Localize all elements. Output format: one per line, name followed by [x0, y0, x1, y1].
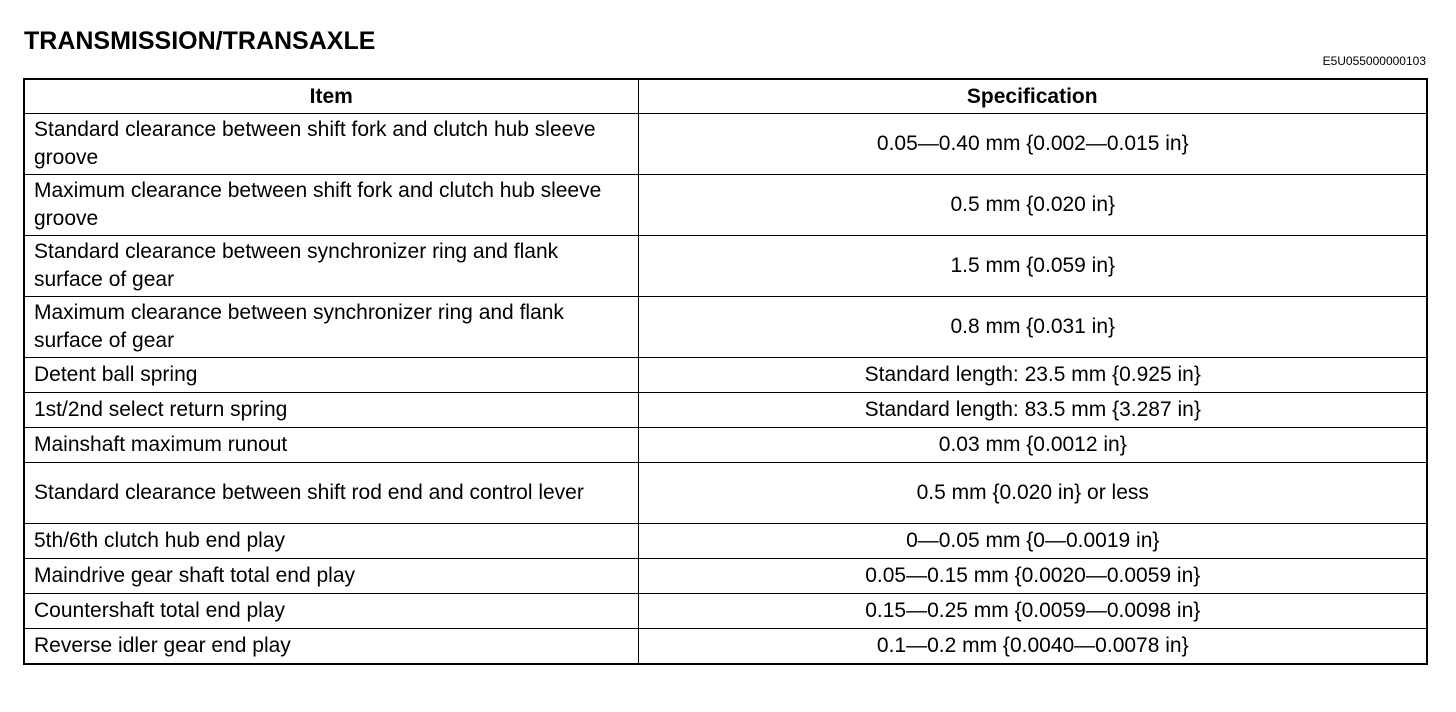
item-cell: Standard clearance between synchronizer ring and flank surface of gear: [24, 236, 638, 297]
table-row: [24, 114, 1427, 175]
table-row: [24, 629, 1427, 665]
spec-cell: 0.15—0.25 mm {0.0059—0.0098 in}: [638, 594, 1427, 629]
item-cell: Maximum clearance between synchronizer ring and flank surface of gear: [24, 297, 638, 358]
item-cell: Standard clearance between shift fork and clutch hub sleeve groove: [24, 114, 638, 175]
item-cell: Maximum clearance between shift fork and clutch hub sleeve groove: [24, 175, 638, 236]
table-row: [24, 524, 1427, 559]
document-code: E5U055000000103: [1322, 54, 1426, 68]
table-row: [24, 594, 1427, 629]
item-cell: 5th/6th clutch hub end play: [24, 524, 638, 559]
spec-cell: Standard length: 23.5 mm {0.925 in}: [638, 358, 1427, 393]
column-header-specification: Specification: [638, 79, 1427, 114]
spec-cell: 0—0.05 mm {0—0.0019 in}: [638, 524, 1427, 559]
table-row: [24, 297, 1427, 358]
item-cell: Detent ball spring: [24, 358, 638, 393]
item-cell: Countershaft total end play: [24, 594, 638, 629]
spec-cell: 0.1—0.2 mm {0.0040—0.0078 in}: [638, 629, 1427, 665]
page-title: TRANSMISSION/TRANSAXLE: [24, 27, 376, 55]
table-row: [24, 393, 1427, 428]
table-row: [24, 236, 1427, 297]
table-row: [24, 463, 1427, 524]
table-row: [24, 428, 1427, 463]
item-cell: Standard clearance between shift rod end and control lever: [24, 463, 638, 524]
specification-table: [23, 78, 1428, 665]
table-row: [24, 358, 1427, 393]
spec-cell: 0.5 mm {0.020 in}: [638, 175, 1427, 236]
column-header-item: Item: [24, 79, 638, 114]
spec-cell: 0.8 mm {0.031 in}: [638, 297, 1427, 358]
spec-cell: 1.5 mm {0.059 in}: [638, 236, 1427, 297]
spec-cell: Standard length: 83.5 mm {3.287 in}: [638, 393, 1427, 428]
table-header-row: [24, 79, 1427, 114]
spec-cell: 0.5 mm {0.020 in} or less: [638, 463, 1427, 524]
item-cell: Mainshaft maximum runout: [24, 428, 638, 463]
spec-cell: 0.05—0.15 mm {0.0020—0.0059 in}: [638, 559, 1427, 594]
spec-cell: 0.03 mm {0.0012 in}: [638, 428, 1427, 463]
item-cell: Reverse idler gear end play: [24, 629, 638, 665]
item-cell: Maindrive gear shaft total end play: [24, 559, 638, 594]
table-row: [24, 175, 1427, 236]
item-cell: 1st/2nd select return spring: [24, 393, 638, 428]
table-row: [24, 559, 1427, 594]
spec-cell: 0.05—0.40 mm {0.002—0.015 in}: [638, 114, 1427, 175]
